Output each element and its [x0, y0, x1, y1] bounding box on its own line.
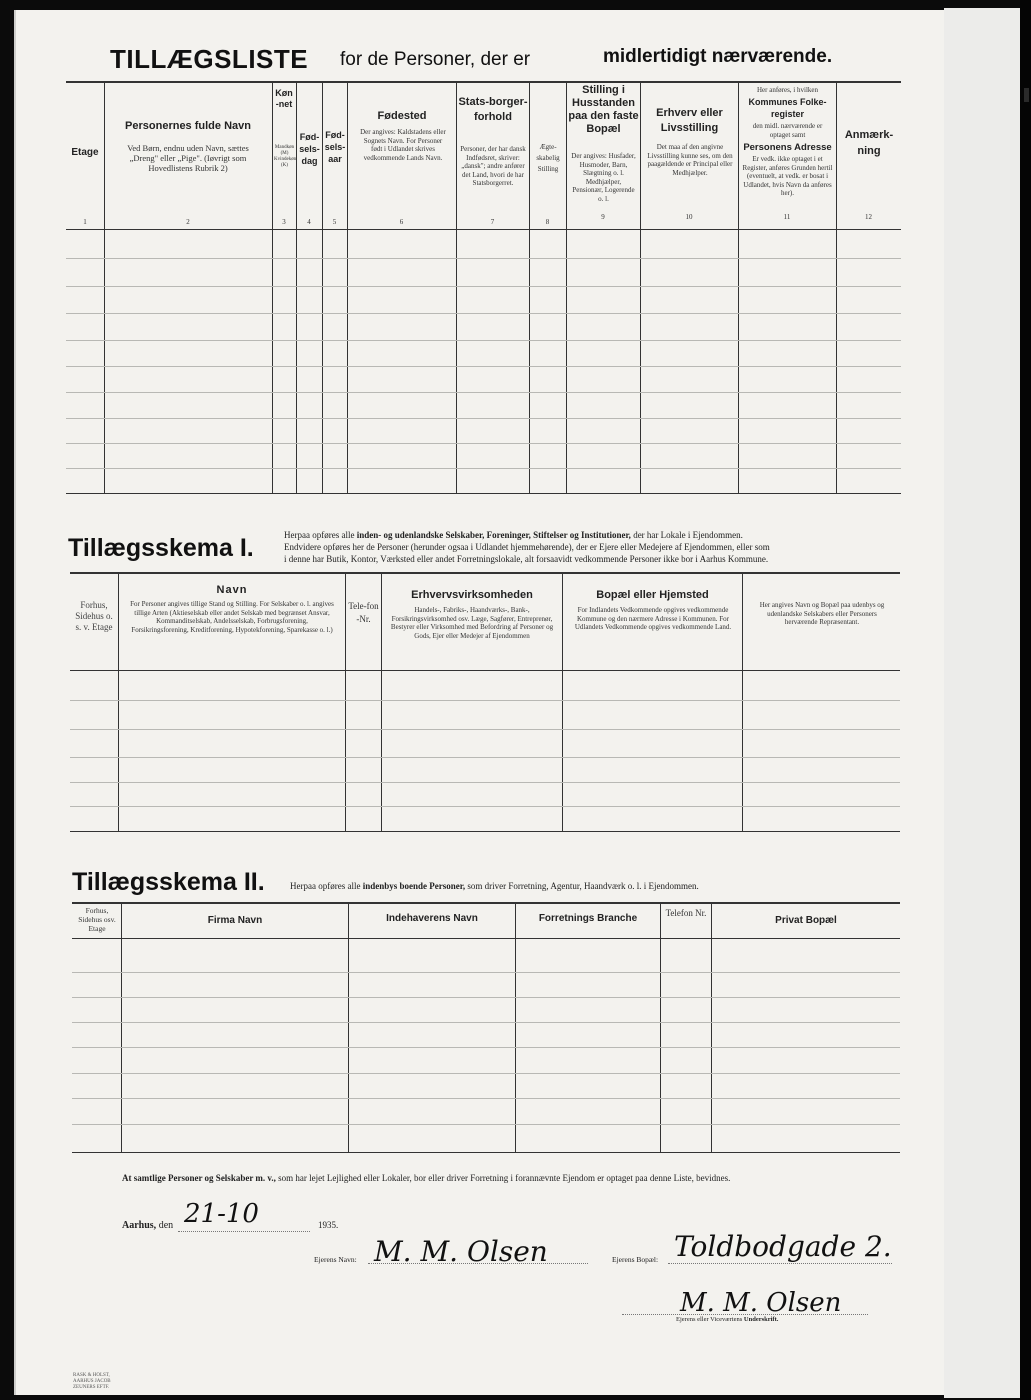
s1-col-representative: Her angives Navn og Bopæl paa udenbys og udenlandske Selskabers eller Personers herværende Repræsentant. — [759, 601, 885, 626]
col-household: Stilling i Husstanden paa den faste Bopæl — [568, 84, 639, 135]
s2-col-private-address: Privat Bopæl — [775, 915, 837, 926]
title-end: midlertidigt nærværende. — [603, 46, 833, 67]
col-remark: Anmærk-ning — [844, 129, 894, 157]
col-register: Kommunes Folke-register — [748, 97, 827, 119]
s1-col-business: Erhvervsvirksomheden — [411, 589, 533, 601]
dark-border — [1020, 0, 1031, 1400]
title-bold: TILLÆGSLISTE — [110, 44, 309, 74]
next-page-edge — [944, 8, 1020, 1398]
handwritten-signature: M. M. Olsen — [680, 1288, 842, 1318]
col-gender: Køn-net — [275, 88, 293, 109]
col-citizenship: Stats-borger-forhold — [458, 96, 528, 123]
schedule-two-title: Tillægsskema II. — [72, 868, 265, 896]
s2-col-owner: Indehaverens Navn — [386, 913, 478, 924]
s1-col-phone: Tele-fon-Nr. — [348, 601, 379, 624]
col-birthplace: Fødested — [377, 110, 427, 122]
s1-col-name: Navn — [216, 584, 248, 596]
handwritten-owner-name: M. M. Olsen — [374, 1235, 548, 1268]
col-marital: Ægte-skabelig Stilling — [536, 143, 560, 173]
page-mark — [1024, 88, 1029, 102]
signature-label: Ejerens eller Viceværtens Underskrift. — [676, 1316, 779, 1323]
city: Aarhus, — [122, 1220, 157, 1231]
schedule-one-title: Tillægsskema I. — [68, 534, 254, 562]
declaration-text: At samtlige Personer og Selskaber m. v., som har lejet Lejlighed eller Lokaler, bor eller driver Forretning i forannævnte Ejendom er optaget paa denne Liste, bevidnes. — [122, 1173, 731, 1183]
title-middle: for de Personer, der er — [340, 49, 531, 70]
handwritten-owner-address: Toldbodgade 2. — [674, 1230, 892, 1263]
s2-col-branch: Forretnings Branche — [538, 913, 638, 924]
printer-mark: RASK & HOLST, AARHUS JACOB ZEUNERS EFTF. — [73, 1373, 111, 1390]
s1-col-residence: Bopæl eller Hjemsted — [596, 589, 709, 601]
year: 1935. — [318, 1220, 339, 1230]
col-birthyear: Fød-sels-aar — [324, 130, 346, 164]
col-name: Personernes fulde Navn — [125, 120, 251, 132]
s2-col-floor: Forhus, Sidehus osv. Etage — [78, 906, 116, 933]
s1-col-floor: Forhus, Sidehus o. s. v. Etage — [75, 600, 113, 632]
s2-col-firm: Firma Navn — [207, 915, 263, 926]
col-address: Personens Adresse — [743, 142, 832, 153]
col-occupation: Erhverv eller Livsstilling — [656, 107, 723, 134]
handwritten-date: 21-10 — [184, 1199, 259, 1229]
col-etage: Etage — [71, 147, 99, 158]
s2-col-phone: Telefon Nr. — [665, 908, 707, 918]
col-birthday: Fød-sels-dag — [299, 132, 320, 166]
